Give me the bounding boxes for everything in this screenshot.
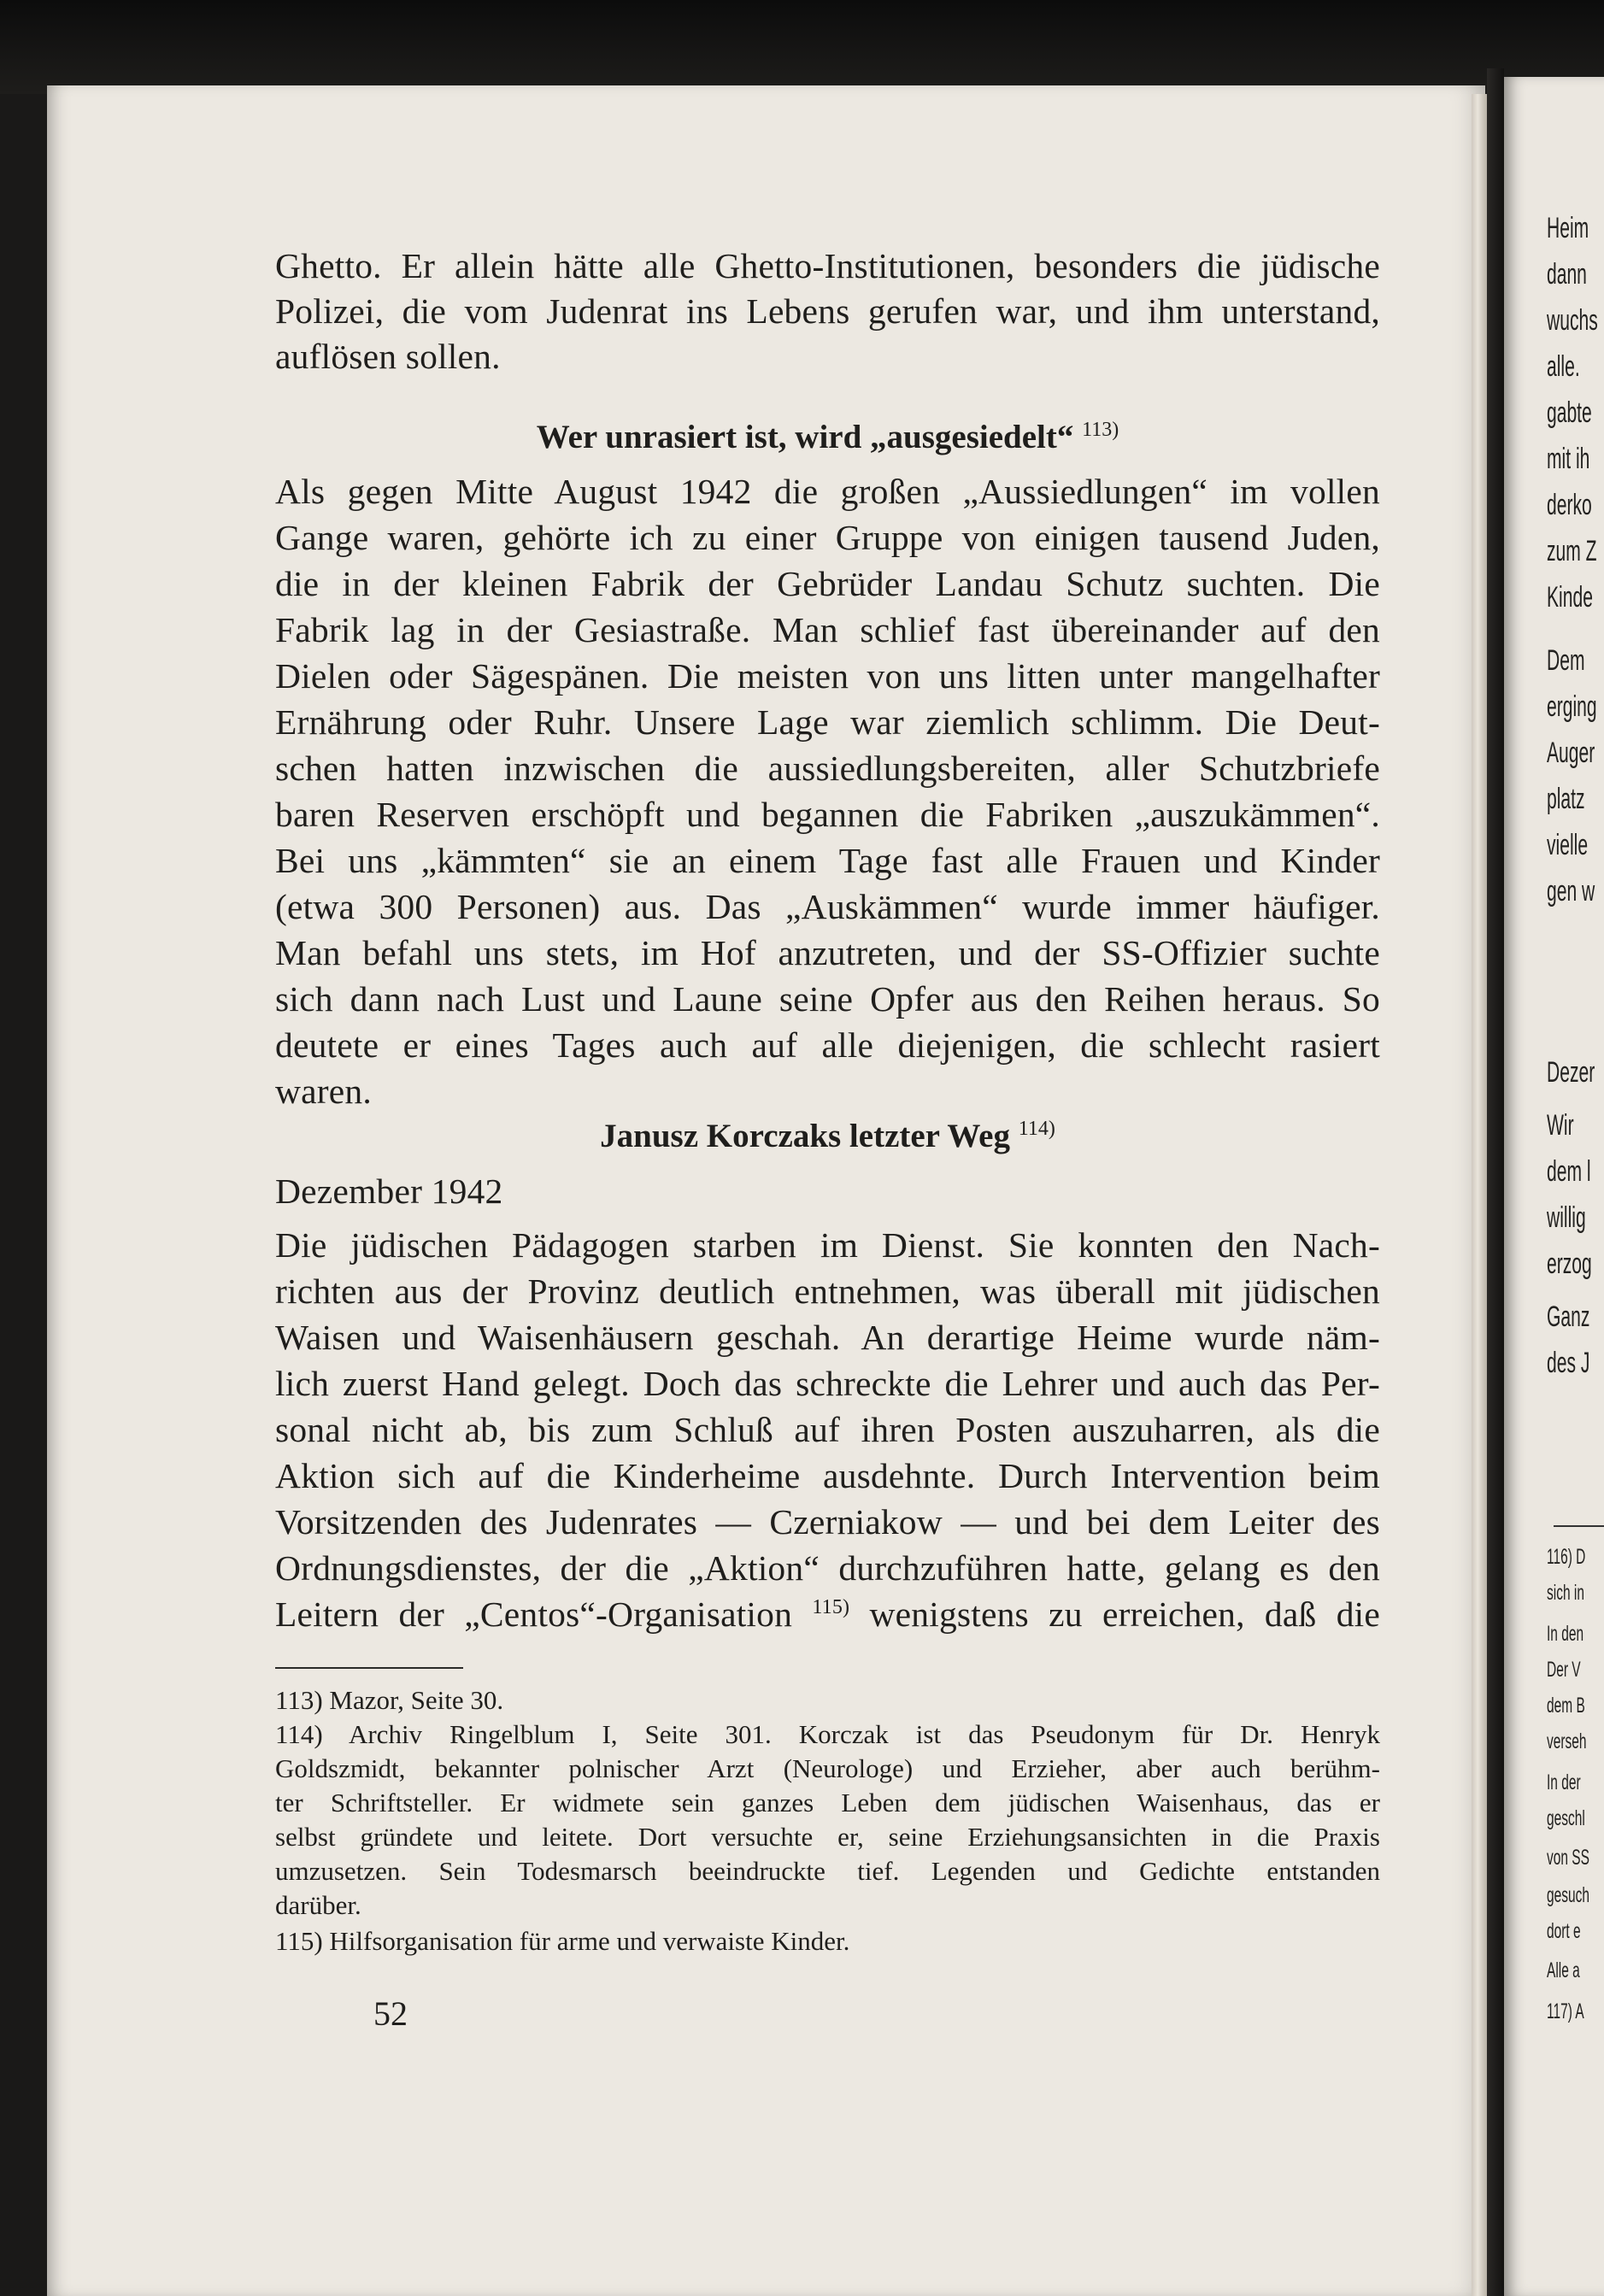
body-line: Man befahl uns stets, im Hof anzutreten, und der SS-Offizier suchte: [275, 933, 1380, 972]
next-page-fragment: erzog: [1547, 1248, 1592, 1280]
body-line: schen hatten inzwischen die aussiedlungsbereiten, aller Schutzbriefe: [275, 749, 1380, 788]
footnote-separator: [275, 1667, 463, 1669]
line-text: Leitern der „Centos“-Organisation: [275, 1594, 793, 1634]
next-page-fragment: Wir: [1547, 1109, 1574, 1142]
book-page-right-partial: [1504, 77, 1604, 2296]
next-page-fragment: dem l: [1547, 1155, 1591, 1188]
scan-background-top: [0, 0, 1604, 94]
footnote-line: 114) Archiv Ringelblum I, Seite 301. Korczak ist das Pseudonym für Dr. Henryk: [275, 1719, 1380, 1749]
next-page-fragment: wuchs: [1547, 304, 1598, 337]
page-number: 52: [373, 1994, 408, 2033]
next-page-fragment: platz: [1547, 783, 1585, 815]
next-page-fragment: gen w: [1547, 875, 1595, 907]
next-page-fragment: dann: [1547, 258, 1587, 291]
next-page-fragment: In den: [1547, 1622, 1584, 1646]
page-edge: [1472, 94, 1487, 2296]
section-heading-korczak: [275, 1113, 1380, 1160]
next-page-fragment: 116) D: [1547, 1545, 1586, 1569]
body-line: Bei uns „kämmten“ sie an einem Tage fast alle Frauen und Kinder: [275, 841, 1380, 880]
next-page-fragment: Dem: [1547, 644, 1585, 677]
next-page-fragment: sich in: [1547, 1581, 1584, 1605]
next-page-fragment: von SS: [1547, 1846, 1589, 1870]
next-page-fragment: zum Z: [1547, 535, 1597, 567]
next-page-fragment: derko: [1547, 489, 1592, 521]
section-date: Dezember 1942: [275, 1171, 503, 1211]
next-page-fragment: Ganz: [1547, 1301, 1590, 1333]
body-line: [275, 1591, 1380, 1637]
body-line: Die jüdischen Pädagogen starben im Dienst. Sie konnten den Nach-: [275, 1225, 1380, 1265]
next-page-fragment: alle.: [1547, 350, 1580, 383]
next-page-footnote-rule: [1554, 1525, 1604, 1527]
section-heading-unrasiert: [275, 414, 1380, 461]
heading-text: Janusz Korczaks letzter Weg: [600, 1118, 1010, 1154]
body-line: Waisen und Waisenhäusern geschah. An derartige Heime wurde näm-: [275, 1318, 1380, 1357]
next-page-fragment: gabte: [1547, 396, 1592, 429]
next-page-fragment: gesuch: [1547, 1883, 1589, 1907]
body-line: Ghetto. Er allein hätte alle Ghetto-Institutionen, besonders die jüdische: [275, 246, 1380, 285]
next-page-fragment: Heim: [1547, 212, 1589, 244]
body-line: die in der kleinen Fabrik der Gebrüder Landau Schutz suchten. Die: [275, 564, 1380, 603]
body-line: baren Reserven erschöpft und begannen die Fabriken „auszukämmen“.: [275, 795, 1380, 834]
next-page-fragment: Der V: [1547, 1658, 1581, 1682]
footnote-line: umzusetzen. Sein Todesmarsch beeindruckte tief. Legenden und Gedichte entstanden: [275, 1856, 1380, 1886]
next-page-fragment: In der: [1547, 1770, 1581, 1794]
next-page-fragment: geschl: [1547, 1806, 1585, 1830]
body-line: auflösen sollen.: [275, 337, 501, 376]
body-line: Polizei, die vom Judenrat ins Lebens gerufen war, und ihm unterstand,: [275, 291, 1380, 331]
body-line: Gange waren, gehörte ich zu einer Gruppe von einigen tausend Juden,: [275, 518, 1380, 557]
body-line: waren.: [275, 1072, 372, 1111]
footnote-ref: 115): [812, 1596, 850, 1619]
next-page-fragment: Kinde: [1547, 581, 1593, 614]
footnote-line: 115) Hilfsorganisation für arme und verwaiste Kinder.: [275, 1926, 850, 1956]
footnote-ref: 114): [1018, 1118, 1055, 1140]
footnote-line: 113) Mazor, Seite 30.: [275, 1685, 504, 1715]
footnote-line: Goldszmidt, bekannter polnischer Arzt (Neurologe) und Erzieher, aber auch berühm-: [275, 1753, 1380, 1783]
next-page-fragment: des J: [1547, 1347, 1590, 1379]
body-line: Als gegen Mitte August 1942 die großen „Aussiedlungen“ im vollen: [275, 472, 1380, 511]
next-page-fragment: verseh: [1547, 1729, 1587, 1753]
footnote-line: ter Schriftsteller. Er widmete sein ganzes Leben dem jüdischen Waisenhaus, das er: [275, 1788, 1380, 1817]
next-page-fragment: 117) A: [1547, 1999, 1584, 2023]
next-page-fragment: willig: [1547, 1201, 1586, 1234]
line-text: wenigstens zu erreichen, daß die: [869, 1594, 1380, 1634]
next-page-fragment: dem B: [1547, 1694, 1585, 1718]
body-line: Dielen oder Sägespänen. Die meisten von uns litten unter mangelhafter: [275, 656, 1380, 696]
next-page-fragment: dort e: [1547, 1919, 1581, 1943]
body-line: Fabrik lag in der Gesiastraße. Man schlief fast übereinander auf den: [275, 610, 1380, 649]
footnote-line: selbst gründete und leitete. Dort versuchte er, seine Erziehungsansichten in die Praxis: [275, 1822, 1380, 1852]
next-page-fragment: mit ih: [1547, 443, 1590, 475]
body-line: richten aus der Provinz deutlich entnehmen, was überall mit jüdischen: [275, 1271, 1380, 1311]
heading-text: Wer unrasiert ist, wird „ausgesiedelt“: [536, 419, 1074, 455]
book-gutter: [1487, 68, 1504, 2296]
next-page-fragment: vielle: [1547, 829, 1589, 861]
body-line: sich dann nach Lust und Laune seine Opfer aus den Reihen heraus. So: [275, 979, 1380, 1019]
body-line: lich zuerst Hand gelegt. Doch das schreckte die Lehrer und auch das Per-: [275, 1364, 1380, 1403]
body-line: Ernährung oder Ruhr. Unsere Lage war ziemlich schlimm. Die Deut-: [275, 702, 1380, 742]
next-page-fragment: Alle a: [1547, 1958, 1580, 1982]
body-line: sonal nicht ab, bis zum Schluß auf ihren Posten auszuharren, als die: [275, 1410, 1380, 1449]
body-line: deutete er eines Tages auch auf alle diejenigen, die schlecht rasiert: [275, 1025, 1380, 1065]
next-page-fragment: Dezer: [1547, 1056, 1595, 1089]
next-page-fragment: Auger: [1547, 737, 1595, 769]
footnote-line: darüber.: [275, 1890, 361, 1920]
next-page-fragment: erging: [1547, 690, 1597, 723]
body-line: (etwa 300 Personen) aus. Das „Auskämmen“ wurde immer häufiger.: [275, 887, 1380, 926]
body-line: Vorsitzenden des Judenrates — Czerniakow — und bei dem Leiter des: [275, 1502, 1380, 1541]
footnote-ref: 113): [1082, 419, 1119, 441]
body-line: Aktion sich auf die Kinderheime ausdehnte. Durch Intervention beim: [275, 1456, 1380, 1495]
body-line: Ordnungsdienstes, der die „Aktion“ durchzuführen hatte, gelang es den: [275, 1548, 1380, 1588]
